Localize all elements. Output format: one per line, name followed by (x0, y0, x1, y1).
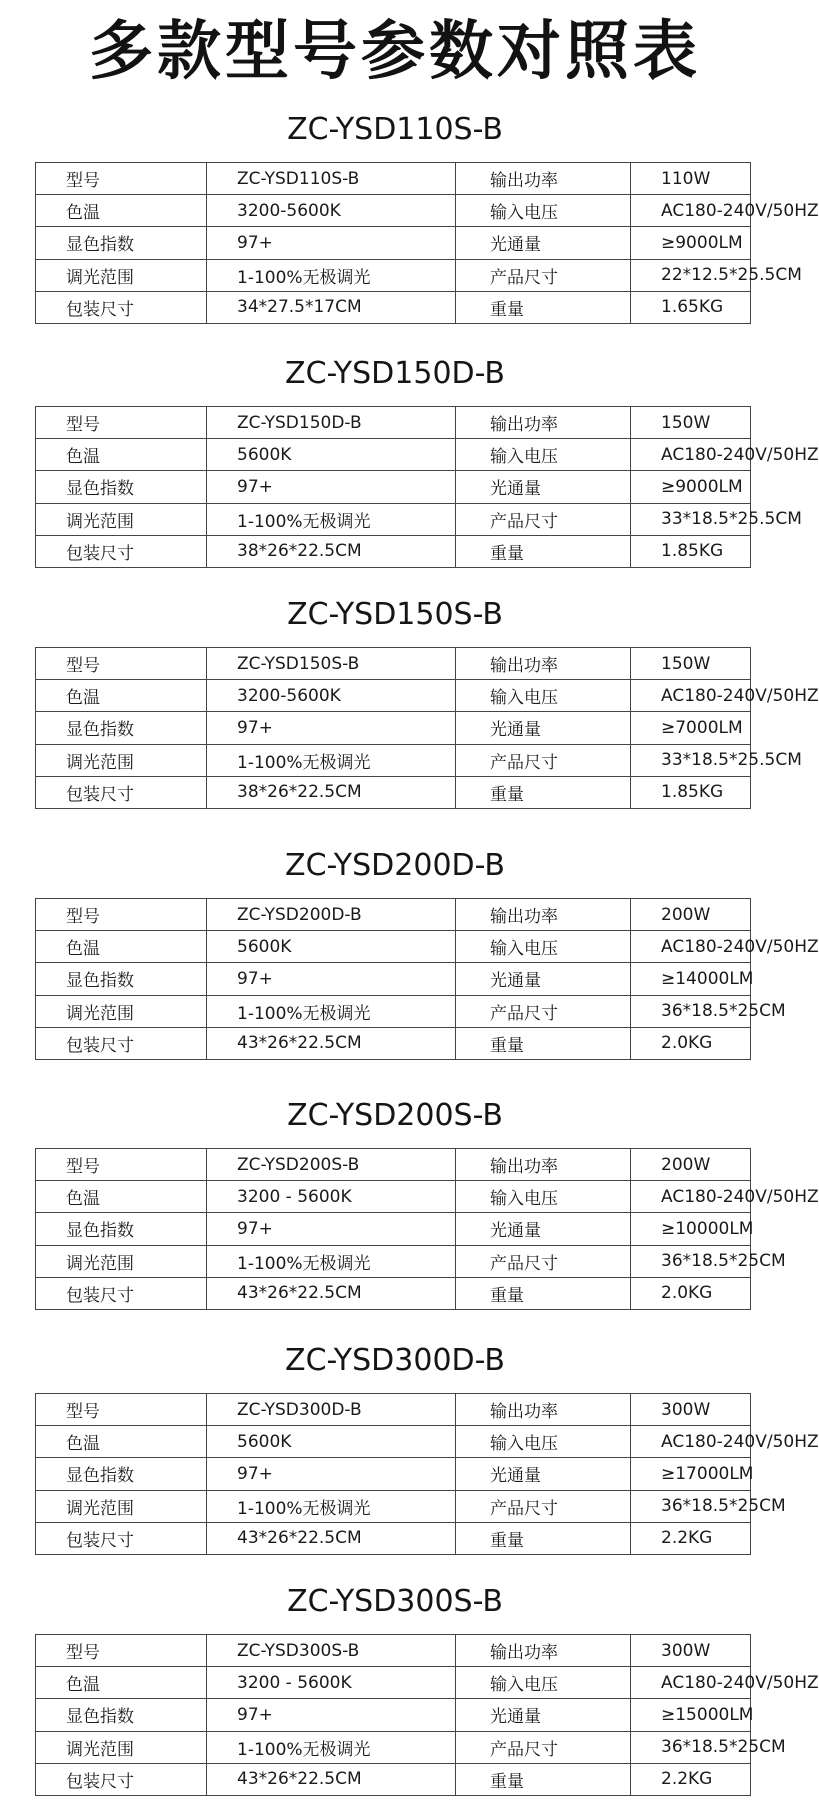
spec-label: 包装尺寸 (36, 535, 207, 567)
table-row (36, 439, 751, 471)
spec-value: 36*18.5*25CM (631, 1731, 751, 1763)
spec-value: 36*18.5*25CM (631, 995, 751, 1027)
table-row (36, 471, 751, 503)
table-row (36, 1149, 751, 1181)
spec-value: AC180-240V/50HZ (631, 1426, 751, 1458)
table-row (36, 1394, 751, 1426)
table-row (36, 1277, 751, 1309)
model-heading: ZC-YSD150S-B (287, 597, 503, 632)
spec-value: 43*26*22.5CM (207, 1522, 456, 1554)
spec-label: 重量 (456, 1027, 631, 1059)
spec-value: 1-100%无极调光 (207, 259, 456, 291)
spec-value: AC180-240V/50HZ (631, 1667, 751, 1699)
spec-label: 光通量 (456, 963, 631, 995)
spec-value: 2.2KG (631, 1763, 751, 1795)
table-row (36, 1458, 751, 1490)
spec-value: 5600K (207, 439, 456, 471)
spec-label: 包装尺寸 (36, 776, 207, 808)
spec-value: ZC-YSD150S-B (207, 648, 456, 680)
spec-value: 43*26*22.5CM (207, 1277, 456, 1309)
spec-label: 包装尺寸 (36, 1027, 207, 1059)
spec-value: 1-100%无极调光 (207, 995, 456, 1027)
spec-value: 33*18.5*25.5CM (631, 503, 751, 535)
model-spec-block (0, 350, 819, 568)
table-row (36, 931, 751, 963)
spec-label: 调光范围 (36, 1731, 207, 1763)
spec-value: 3200 - 5600K (207, 1667, 456, 1699)
table-row (36, 535, 751, 567)
spec-label: 型号 (36, 899, 207, 931)
spec-table (35, 898, 819, 1060)
spec-value: 43*26*22.5CM (207, 1763, 456, 1795)
spec-label: 光通量 (456, 1458, 631, 1490)
spec-label: 调光范围 (36, 259, 207, 291)
spec-value: 3200-5600K (207, 195, 456, 227)
spec-value: 1.65KG (631, 291, 751, 323)
spec-value: AC180-240V/50HZ (631, 680, 751, 712)
spec-value: 38*26*22.5CM (207, 535, 456, 567)
spec-value: 5600K (207, 931, 456, 963)
spec-value: ZC-YSD200D-B (207, 899, 456, 931)
spec-label: 调光范围 (36, 1490, 207, 1522)
spec-value: ≥9000LM (631, 227, 751, 259)
spec-value: 38*26*22.5CM (207, 776, 456, 808)
model-spec-block (0, 1337, 819, 1555)
spec-label: 产品尺寸 (456, 1245, 631, 1277)
spec-value: 2.0KG (631, 1027, 751, 1059)
spec-label: 产品尺寸 (456, 503, 631, 535)
table-row (36, 1181, 751, 1213)
spec-label: 产品尺寸 (456, 259, 631, 291)
table-row (36, 1426, 751, 1458)
model-spec-block (0, 106, 819, 324)
spec-value: 300W (631, 1394, 751, 1426)
spec-label: 输出功率 (456, 407, 631, 439)
spec-value: 3200 - 5600K (207, 1181, 456, 1213)
spec-label: 光通量 (456, 1213, 631, 1245)
spec-value: AC180-240V/50HZ (631, 195, 751, 227)
spec-label: 光通量 (456, 1699, 631, 1731)
model-heading: ZC-YSD300S-B (287, 1584, 503, 1619)
spec-value: 150W (631, 648, 751, 680)
spec-label: 输出功率 (456, 648, 631, 680)
spec-label: 输入电压 (456, 680, 631, 712)
spec-value: 1-100%无极调光 (207, 744, 456, 776)
page-title: 多款型号参数对照表 (89, 15, 701, 89)
spec-label: 调光范围 (36, 503, 207, 535)
spec-label: 色温 (36, 1667, 207, 1699)
table-row (36, 648, 751, 680)
spec-label: 重量 (456, 535, 631, 567)
spec-label: 输入电压 (456, 1181, 631, 1213)
spec-value: 2.2KG (631, 1522, 751, 1554)
spec-label: 重量 (456, 1763, 631, 1795)
spec-value: ≥15000LM (631, 1699, 751, 1731)
spec-label: 包装尺寸 (36, 1522, 207, 1554)
spec-value: ZC-YSD110S-B (207, 163, 456, 195)
spec-label: 调光范围 (36, 744, 207, 776)
table-row (36, 1667, 751, 1699)
spec-value: ZC-YSD300S-B (207, 1635, 456, 1667)
spec-label: 显色指数 (36, 227, 207, 259)
spec-value: 97+ (207, 712, 456, 744)
spec-label: 包装尺寸 (36, 291, 207, 323)
table-row (36, 680, 751, 712)
model-heading: ZC-YSD150D-B (285, 356, 505, 391)
spec-label: 产品尺寸 (456, 1490, 631, 1522)
spec-label: 重量 (456, 291, 631, 323)
table-row (36, 1763, 751, 1795)
table-row (36, 744, 751, 776)
spec-label: 显色指数 (36, 963, 207, 995)
table-row (36, 259, 751, 291)
table-row (36, 712, 751, 744)
spec-label: 输入电压 (456, 439, 631, 471)
table-row (36, 291, 751, 323)
table-row (36, 503, 751, 535)
table-row (36, 899, 751, 931)
spec-label: 包装尺寸 (36, 1763, 207, 1795)
spec-value: ≥7000LM (631, 712, 751, 744)
table-row (36, 407, 751, 439)
table-row (36, 227, 751, 259)
spec-label: 型号 (36, 1149, 207, 1181)
spec-label: 输出功率 (456, 163, 631, 195)
table-row (36, 163, 751, 195)
spec-label: 型号 (36, 407, 207, 439)
spec-label: 光通量 (456, 471, 631, 503)
spec-table (35, 162, 819, 324)
spec-table (35, 1393, 819, 1555)
spec-value: 36*18.5*25CM (631, 1490, 751, 1522)
spec-value: ≥10000LM (631, 1213, 751, 1245)
spec-value: 43*26*22.5CM (207, 1027, 456, 1059)
model-spec-block (0, 1092, 819, 1310)
spec-label: 型号 (36, 1635, 207, 1667)
spec-value: ZC-YSD200S-B (207, 1149, 456, 1181)
spec-value: ZC-YSD150D-B (207, 407, 456, 439)
spec-label: 输出功率 (456, 899, 631, 931)
spec-value: ≥9000LM (631, 471, 751, 503)
spec-value: 5600K (207, 1426, 456, 1458)
spec-label: 色温 (36, 439, 207, 471)
model-spec-block (0, 591, 819, 809)
spec-label: 重量 (456, 1522, 631, 1554)
spec-label: 输出功率 (456, 1635, 631, 1667)
spec-value: 1-100%无极调光 (207, 503, 456, 535)
spec-label: 显色指数 (36, 471, 207, 503)
table-row (36, 1027, 751, 1059)
spec-label: 色温 (36, 1426, 207, 1458)
spec-label: 输出功率 (456, 1394, 631, 1426)
spec-label: 色温 (36, 195, 207, 227)
spec-label: 显色指数 (36, 1699, 207, 1731)
spec-value: ≥14000LM (631, 963, 751, 995)
spec-value: 34*27.5*17CM (207, 291, 456, 323)
table-row (36, 1731, 751, 1763)
spec-value: 3200-5600K (207, 680, 456, 712)
spec-value: 97+ (207, 1458, 456, 1490)
spec-value: ZC-YSD300D-B (207, 1394, 456, 1426)
spec-label: 输入电压 (456, 1426, 631, 1458)
spec-value: AC180-240V/50HZ (631, 1181, 751, 1213)
model-heading: ZC-YSD200S-B (287, 1098, 503, 1133)
table-row (36, 995, 751, 1027)
spec-label: 显色指数 (36, 1213, 207, 1245)
spec-label: 型号 (36, 648, 207, 680)
spec-label: 型号 (36, 1394, 207, 1426)
spec-value: 97+ (207, 471, 456, 503)
spec-value: AC180-240V/50HZ (631, 439, 751, 471)
spec-value: 22*12.5*25.5CM (631, 259, 751, 291)
spec-value: 110W (631, 163, 751, 195)
spec-label: 色温 (36, 680, 207, 712)
spec-table (35, 406, 819, 568)
table-row (36, 963, 751, 995)
spec-label: 调光范围 (36, 1245, 207, 1277)
spec-label: 输入电压 (456, 195, 631, 227)
table-row (36, 776, 751, 808)
spec-label: 产品尺寸 (456, 995, 631, 1027)
spec-label: 色温 (36, 931, 207, 963)
spec-value: AC180-240V/50HZ (631, 931, 751, 963)
model-spec-block (0, 1578, 819, 1796)
spec-value: 1.85KG (631, 535, 751, 567)
spec-value: 97+ (207, 227, 456, 259)
spec-value: 1-100%无极调光 (207, 1731, 456, 1763)
table-row (36, 195, 751, 227)
table-row (36, 1213, 751, 1245)
spec-value: 1-100%无极调光 (207, 1490, 456, 1522)
spec-value: 300W (631, 1635, 751, 1667)
spec-value: 150W (631, 407, 751, 439)
spec-label: 光通量 (456, 227, 631, 259)
model-heading: ZC-YSD300D-B (285, 1343, 505, 1378)
spec-label: 重量 (456, 776, 631, 808)
spec-label: 型号 (36, 163, 207, 195)
table-row (36, 1245, 751, 1277)
table-row (36, 1699, 751, 1731)
table-row (36, 1522, 751, 1554)
spec-label: 重量 (456, 1277, 631, 1309)
spec-value: 97+ (207, 963, 456, 995)
model-heading: ZC-YSD200D-B (285, 848, 505, 883)
spec-label: 显色指数 (36, 712, 207, 744)
spec-label: 输出功率 (456, 1149, 631, 1181)
spec-label: 包装尺寸 (36, 1277, 207, 1309)
spec-value: 97+ (207, 1213, 456, 1245)
table-row (36, 1490, 751, 1522)
spec-value: 36*18.5*25CM (631, 1245, 751, 1277)
spec-label: 输入电压 (456, 931, 631, 963)
spec-table (35, 1148, 819, 1310)
spec-value: 200W (631, 1149, 751, 1181)
spec-label: 色温 (36, 1181, 207, 1213)
model-heading: ZC-YSD110S-B (287, 112, 503, 147)
spec-value: 1.85KG (631, 776, 751, 808)
spec-label: 光通量 (456, 712, 631, 744)
spec-table (35, 647, 819, 809)
spec-label: 显色指数 (36, 1458, 207, 1490)
spec-value: 97+ (207, 1699, 456, 1731)
model-spec-block (0, 842, 819, 1060)
spec-value: 1-100%无极调光 (207, 1245, 456, 1277)
spec-value: 2.0KG (631, 1277, 751, 1309)
spec-label: 产品尺寸 (456, 1731, 631, 1763)
spec-value: 33*18.5*25.5CM (631, 744, 751, 776)
spec-value: ≥17000LM (631, 1458, 751, 1490)
spec-value: 200W (631, 899, 751, 931)
spec-label: 输入电压 (456, 1667, 631, 1699)
spec-label: 调光范围 (36, 995, 207, 1027)
spec-table (35, 1634, 819, 1796)
spec-label: 产品尺寸 (456, 744, 631, 776)
table-row (36, 1635, 751, 1667)
